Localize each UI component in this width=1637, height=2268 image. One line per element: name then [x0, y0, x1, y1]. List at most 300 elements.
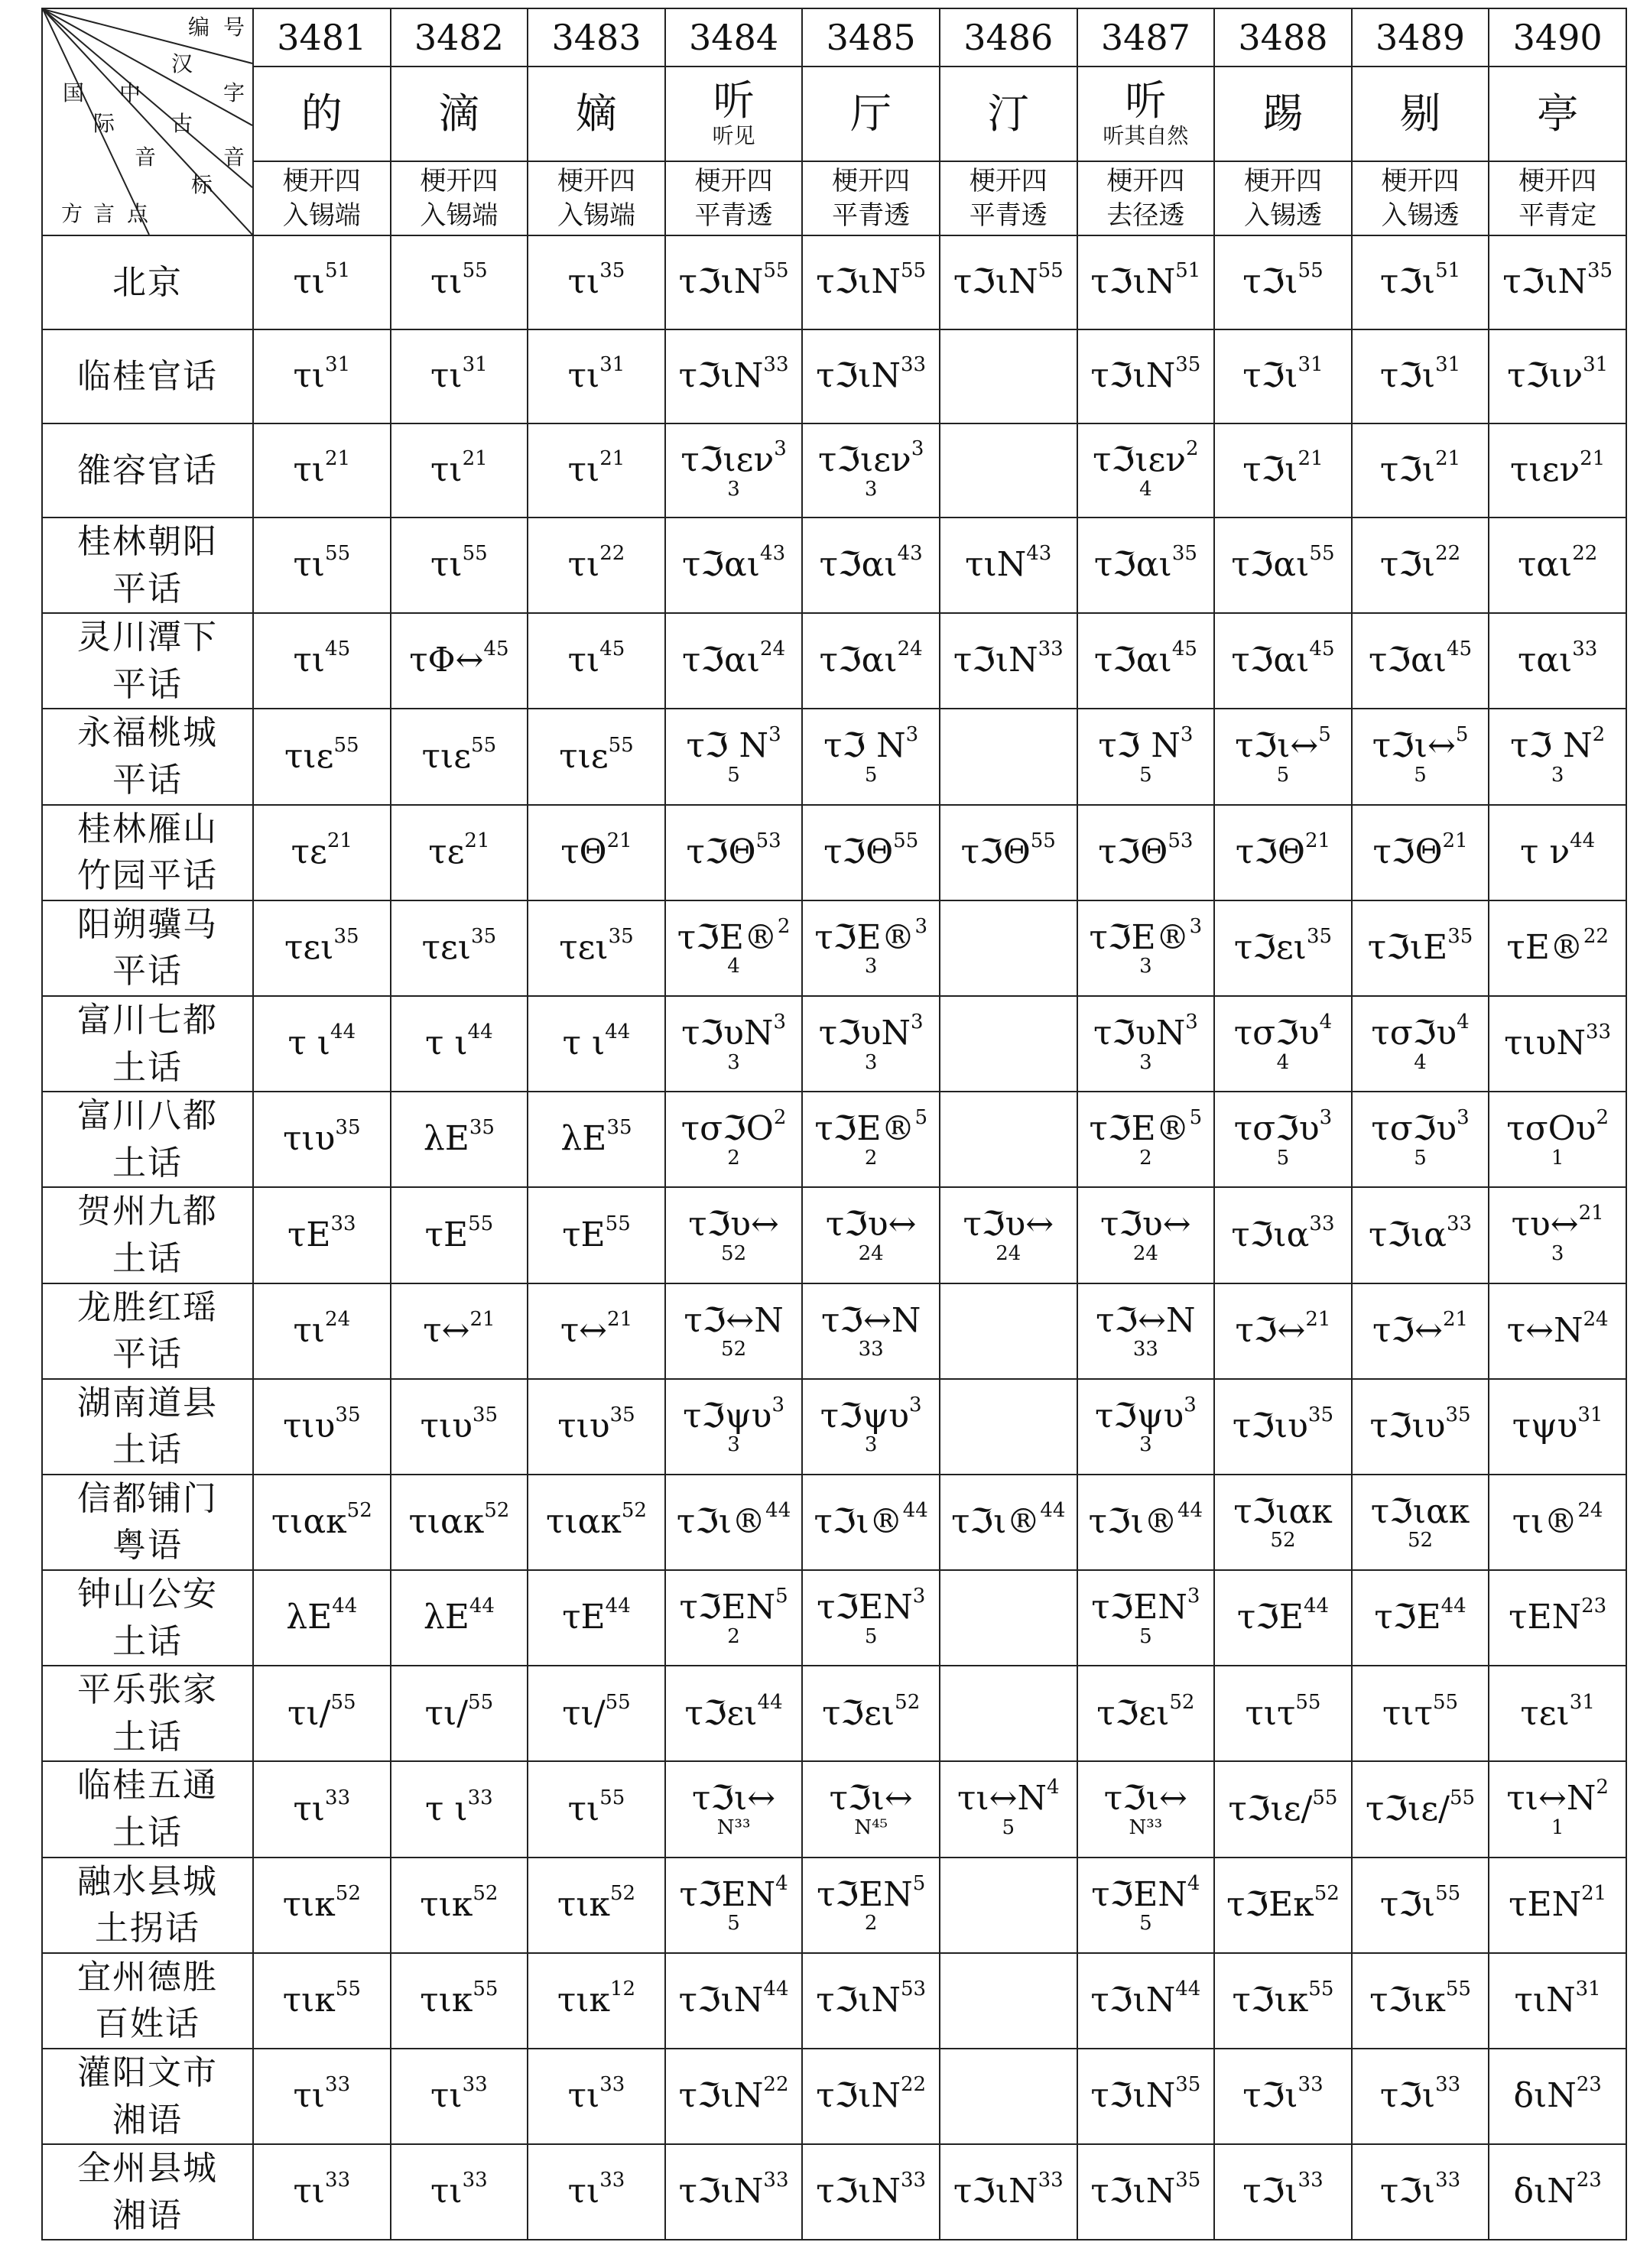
ipa-cell [1214, 1953, 1352, 2049]
ipa-text: τℑιΝ [1090, 262, 1176, 302]
ipa-text: τℑΕ [1374, 1598, 1441, 1637]
ipa-cell [391, 1379, 528, 1475]
tone-superscript: 33 [325, 2169, 351, 2192]
corner-label: 国 [63, 80, 85, 105]
dialect-location [42, 1953, 253, 2049]
ipa-text: τℑΕΝ [679, 1588, 776, 1627]
ipa-text: τℑυΝ [818, 1013, 911, 1053]
tone-superscript: 21 [469, 1307, 495, 1331]
location-line: 雒容官话 [77, 450, 218, 490]
ipa-cell [665, 2144, 803, 2240]
ipa-text: τικ [557, 1981, 610, 2020]
ipa-text: τℑαι [682, 641, 761, 680]
ipa-cell [802, 1858, 940, 1953]
tone-superscript: 21 [1305, 1307, 1331, 1331]
tone-superscript: 3 [1457, 1106, 1470, 1130]
ipa-text: τℑιΝ [953, 641, 1038, 680]
ipa-text: τℑι [1379, 2076, 1436, 2116]
ipa-cell [940, 1283, 1077, 1379]
ipa-cell [665, 1283, 803, 1379]
ipa-cell [391, 1761, 528, 1857]
ipa-cell [1077, 2144, 1215, 2240]
ipa-cell [391, 996, 528, 1092]
dialect-location [42, 996, 253, 1092]
ipa-cell [665, 2049, 803, 2144]
ipa-text: τιτ [1245, 1693, 1296, 1733]
ipa-cell [1214, 709, 1352, 804]
char-cell [391, 67, 528, 161]
char-cell [1077, 67, 1215, 161]
ipa-text: τℑιΝ [953, 262, 1038, 302]
tone-superscript: 55 [605, 1690, 631, 1714]
middle-chinese-line: 梗开四 [1106, 166, 1185, 197]
tone-subline: 5 [1139, 1624, 1152, 1648]
ipa-cell [940, 1953, 1077, 2049]
ipa-text: τℑ↔Ν [820, 1300, 921, 1340]
ipa-text: τι [567, 545, 600, 585]
header-char-row [42, 67, 1626, 161]
dialect-location [42, 613, 253, 709]
tone-superscript: 33 [1435, 2169, 1461, 2192]
tone-superscript: 4 [1187, 1871, 1200, 1895]
ipa-cell [1489, 2144, 1626, 2240]
ipa-text: τℑΕΝ [679, 1874, 776, 1914]
header-number-row [42, 8, 1626, 67]
tone-superscript: 55 [330, 1690, 356, 1714]
ipa-text: τℑαι [819, 545, 898, 585]
ipa-text: τℑι↔ [1103, 1779, 1187, 1819]
ipa-cell [528, 235, 665, 329]
ipa-text: τℑιΝ [678, 2076, 764, 2116]
ipa-cell [1214, 329, 1352, 423]
ipa-cell [1077, 1092, 1215, 1187]
dialect-location [42, 1666, 253, 1761]
ipa-cell [1489, 423, 1626, 518]
ipa-cell [391, 1283, 528, 1379]
table-row [42, 1666, 1626, 1761]
ipa-cell [665, 1666, 803, 1761]
ipa-cell [1352, 2049, 1489, 2144]
ipa-text: τℑιΝ [678, 262, 764, 302]
ipa-text: τι [567, 641, 600, 680]
corner-header [42, 8, 253, 235]
ipa-text: τι [293, 641, 326, 680]
tone-subline: 4 [1276, 1050, 1290, 1074]
dialect-location [42, 235, 253, 329]
ipa-cell [253, 2049, 391, 2144]
tone-superscript: 31 [1575, 1978, 1601, 2001]
ipa-cell [391, 1858, 528, 1953]
ipa-text: τι [293, 545, 326, 585]
tone-superscript: 33 [1038, 2169, 1064, 2192]
tone-superscript: 35 [608, 925, 634, 949]
ipa-text: τι [293, 450, 326, 490]
ipa-text: τℑυ↔ [688, 1205, 779, 1244]
ipa-text: τι↔Ν [1506, 1779, 1596, 1819]
location-line: 湘语 [112, 2195, 183, 2235]
ipa-cell [1214, 1092, 1352, 1187]
ipa-cell [253, 1570, 391, 1666]
tone-superscript: 22 [1583, 925, 1609, 949]
tone-superscript: 33 [901, 2169, 927, 2192]
ipa-text: τℑιΝ [816, 262, 901, 302]
ipa-text: τℑ Ν [1098, 726, 1181, 766]
ipa-cell [1077, 1379, 1215, 1475]
location-line: 全州县城 [77, 2149, 218, 2189]
ipa-cell [1489, 235, 1626, 329]
tone-subline: 3 [1551, 763, 1564, 787]
ipa-text: τι [293, 2172, 326, 2211]
ipa-cell [1077, 613, 1215, 709]
corner-label: 言 [93, 201, 115, 226]
ipa-text: τι [293, 1789, 326, 1828]
location-line: 龙胜红瑶 [77, 1287, 218, 1327]
ipa-text: τι [567, 2076, 600, 2116]
tone-superscript: 22 [1572, 542, 1598, 566]
ipa-cell [940, 996, 1077, 1092]
ipa-cell [1214, 235, 1352, 329]
ipa-text: τιΝ [1514, 1981, 1576, 2020]
ipa-text: τℑΕΝ [1091, 1874, 1187, 1914]
ipa-cell [802, 805, 940, 900]
ipa-cell [940, 1379, 1077, 1475]
ipa-text: τℑυΝ [1093, 1013, 1186, 1053]
ipa-cell [253, 613, 391, 709]
ipa-text: τℑι® [1088, 1502, 1177, 1542]
ipa-text: τℑΕκ [1226, 1884, 1314, 1924]
tone-superscript: 22 [763, 2073, 789, 2097]
dialect-location [42, 1092, 253, 1187]
ipa-cell [253, 423, 391, 518]
location-line: 富川七都 [77, 1000, 218, 1040]
location-line: 阳朔骥马 [77, 904, 218, 944]
ipa-cell [1352, 1475, 1489, 1570]
ipa-cell [940, 329, 1077, 423]
tone-superscript: 44 [605, 1595, 631, 1618]
ipa-text: λΕ [286, 1598, 333, 1637]
ipa-cell [391, 329, 528, 423]
chinese-character: 听 [1125, 76, 1167, 125]
ipa-cell [391, 805, 528, 900]
ipa-cell [802, 996, 940, 1092]
ipa-text: τℑΘ [960, 832, 1031, 871]
tone-subline: 52 [721, 1241, 747, 1265]
tone-superscript: 31 [599, 353, 625, 377]
ipa-cell [1489, 329, 1626, 423]
tone-subline: 5 [727, 1912, 740, 1935]
ipa-cell [665, 613, 803, 709]
tone-superscript: 45 [599, 638, 625, 661]
middle-chinese-cell [802, 161, 940, 235]
char-number: 3490 [1489, 8, 1626, 67]
ipa-cell [1352, 1761, 1489, 1857]
tone-superscript: 2 [1596, 1776, 1609, 1799]
ipa-text: τικ [420, 1884, 473, 1924]
tone-subline: 52 [721, 1338, 747, 1361]
ipa-cell [802, 1283, 940, 1379]
ipa-cell [802, 900, 940, 996]
ipa-text: τι [567, 356, 600, 396]
ipa-text: τℑαι [1231, 545, 1310, 585]
ipa-cell [528, 1570, 665, 1666]
ipa-cell [940, 1858, 1077, 1953]
ipa-text: τσℑΟ [680, 1109, 774, 1149]
dialect-location [42, 2049, 253, 2144]
ipa-text: τℑυ↔ [963, 1205, 1054, 1244]
ipa-cell [528, 329, 665, 423]
location-line: 平话 [112, 664, 183, 704]
ipa-text: τε [291, 832, 327, 871]
corner-label: 古 [171, 111, 193, 136]
ipa-text: τι [567, 450, 600, 490]
tone-superscript: 44 [1440, 1595, 1466, 1618]
table-row [42, 1761, 1626, 1857]
char-cell [528, 67, 665, 161]
table-row [42, 613, 1626, 709]
ipa-text: τι [293, 356, 326, 396]
ipa-cell [1214, 1475, 1352, 1570]
tone-superscript: 31 [1583, 353, 1609, 377]
tone-superscript: 3 [905, 723, 919, 747]
ipa-cell [253, 709, 391, 804]
ipa-text: τℑι↔ [1235, 726, 1319, 766]
tone-superscript: 55 [608, 733, 634, 757]
ipa-cell [665, 709, 803, 804]
tone-subline: 3 [1551, 1241, 1564, 1265]
ipa-cell [665, 518, 803, 613]
ipa-text: τ↔Ν [1506, 1310, 1583, 1350]
ipa-cell [802, 1953, 940, 2049]
char-number: 3486 [940, 8, 1077, 67]
ipa-cell [528, 423, 665, 518]
tone-superscript: 4 [1319, 1010, 1333, 1033]
ipa-cell [391, 235, 528, 329]
ipa-text: τΕ [562, 1215, 606, 1254]
ipa-text: τι [430, 356, 463, 396]
ipa-cell [940, 900, 1077, 996]
tone-superscript: 33 [1586, 1020, 1612, 1044]
tone-superscript: 35 [335, 1403, 361, 1426]
location-line: 桂林朝阳 [77, 522, 218, 561]
ipa-cell [940, 2049, 1077, 2144]
tone-superscript: 21 [599, 447, 625, 471]
dialect-table [41, 8, 1627, 2240]
ipa-text: τι↔Ν [957, 1779, 1047, 1819]
tone-superscript: 24 [325, 1307, 351, 1331]
ipa-text: τℑιΝ [816, 2172, 901, 2211]
middle-chinese-line: 去径透 [1106, 200, 1185, 231]
ipa-text: τℑι [1242, 2076, 1298, 2116]
tone-superscript: 3 [914, 914, 928, 938]
tone-superscript: 2 [1596, 1106, 1609, 1130]
tone-subline: 3 [1139, 1050, 1152, 1074]
location-line: 平话 [112, 1335, 183, 1374]
tone-subline: 3 [1139, 1433, 1152, 1457]
ipa-text: τιακ [271, 1502, 347, 1542]
tone-subline: 5 [1276, 763, 1290, 787]
ipa-cell [1214, 1666, 1352, 1761]
ipa-cell [1352, 235, 1489, 329]
tone-superscript: 3 [1185, 1010, 1198, 1033]
ipa-text: τℑι® [951, 1502, 1041, 1542]
middle-chinese-cell [528, 161, 665, 235]
ipa-cell [1077, 1953, 1215, 2049]
ipa-cell [391, 1187, 528, 1283]
ipa-cell [665, 996, 803, 1092]
tone-superscript: 52 [1169, 1690, 1195, 1714]
ipa-cell [253, 1475, 391, 1570]
ipa-text: τΕ [562, 1598, 606, 1637]
ipa-text: τℑι [1242, 450, 1298, 490]
tone-superscript: 33 [763, 2169, 789, 2192]
ipa-text: τ ι [425, 1789, 468, 1828]
tone-superscript: 55 [605, 1212, 631, 1235]
ipa-cell [665, 423, 803, 518]
tone-superscript: 33 [763, 353, 789, 377]
ipa-cell [528, 1953, 665, 2049]
ipa-text: τℑΘ [1235, 832, 1305, 871]
tone-superscript: 3 [771, 1393, 784, 1416]
ipa-cell [665, 1761, 803, 1857]
dialect-location [42, 1283, 253, 1379]
ipa-text: τℑιΝ [1090, 2076, 1176, 2116]
ipa-cell [1352, 900, 1489, 996]
char-number: 3482 [391, 8, 528, 67]
ipa-text: τℑαι [682, 545, 761, 585]
ipa-cell [940, 2144, 1077, 2240]
tone-superscript: 53 [901, 1978, 927, 2001]
tone-subline: 5 [727, 763, 740, 787]
ipa-cell [1214, 1187, 1352, 1283]
location-line: 土话 [112, 1143, 183, 1183]
dialect-location [42, 2144, 253, 2240]
ipa-cell [802, 1570, 940, 1666]
tone-superscript: 35 [1306, 925, 1333, 949]
ipa-text: τιτ [1382, 1693, 1433, 1733]
ipa-cell [1352, 996, 1489, 1092]
dialect-location [42, 1379, 253, 1475]
ipa-cell [940, 613, 1077, 709]
chinese-character: 听 [713, 76, 755, 125]
ipa-cell [528, 1379, 665, 1475]
ipa-text: τΕ [424, 1215, 469, 1254]
ipa-text: τσℑυ [1233, 1109, 1320, 1149]
location-line: 平话 [112, 760, 183, 800]
ipa-text: τℑαι [1369, 641, 1447, 680]
ipa-cell [1352, 1187, 1489, 1283]
ipa-text: τℑικ [1369, 1981, 1446, 2020]
ipa-text: τℑι↔ [829, 1779, 913, 1819]
ipa-text: τℑιε/ [1228, 1789, 1313, 1828]
ipa-text: τℑει [822, 1693, 895, 1733]
location-line: 永福桃城 [77, 713, 218, 753]
tone-superscript: 24 [1577, 1499, 1603, 1523]
ipa-cell [253, 1761, 391, 1857]
middle-chinese-line: 梗开四 [557, 166, 635, 197]
chinese-character: 汀 [987, 89, 1029, 138]
tone-superscript: 55 [333, 733, 359, 757]
ipa-text: τιε [421, 736, 472, 776]
ipa-text: τ↔ [423, 1310, 470, 1350]
tone-subline: 1 [1551, 1816, 1564, 1840]
location-line: 信都铺门 [77, 1478, 218, 1518]
middle-chinese-line: 梗开四 [1381, 166, 1460, 197]
ipa-text: τℑΘ [1372, 832, 1443, 871]
tone-subline: 4 [1139, 477, 1152, 501]
tone-superscript: 44 [330, 1020, 356, 1044]
tone-superscript: 52 [346, 1499, 372, 1523]
ipa-text: τι [567, 2172, 600, 2211]
tone-superscript: 45 [1447, 638, 1473, 661]
tone-superscript: 52 [484, 1499, 510, 1523]
ipa-cell [1214, 423, 1352, 518]
middle-chinese-line: 平青透 [969, 200, 1047, 231]
ipa-cell [1489, 518, 1626, 613]
ipa-cell [1352, 613, 1489, 709]
ipa-cell [391, 2144, 528, 2240]
ipa-text: τℑΕΝ [1091, 1588, 1187, 1627]
ipa-cell [665, 805, 803, 900]
tone-superscript: 5 [1318, 723, 1331, 747]
location-line: 临桂官话 [77, 356, 218, 396]
ipa-text: τℑψυ [820, 1396, 910, 1436]
tone-superscript: 3 [774, 436, 787, 460]
dialect-location [42, 1475, 253, 1570]
tone-subline: 3 [864, 955, 878, 978]
table-row [42, 1953, 1626, 2049]
ipa-cell [528, 1666, 665, 1761]
tone-superscript: 52 [473, 1881, 499, 1905]
tone-superscript: 55 [1309, 542, 1335, 566]
ipa-cell [1489, 1858, 1626, 1953]
tone-superscript: 44 [332, 1595, 358, 1618]
location-line: 平话 [112, 952, 183, 991]
ipa-cell [253, 1666, 391, 1761]
ipa-cell [253, 1283, 391, 1379]
tone-superscript: 44 [757, 1690, 783, 1714]
tone-superscript: 43 [760, 542, 786, 566]
tone-superscript: 3 [911, 436, 924, 460]
ipa-cell [391, 1953, 528, 2049]
ipa-cell [1214, 1379, 1352, 1475]
tone-superscript: 21 [1442, 829, 1468, 852]
ipa-text: τικ [282, 1981, 336, 2020]
ipa-text: τℑει [684, 1693, 758, 1733]
char-cell [1352, 67, 1489, 161]
ipa-text: τει [421, 928, 472, 968]
chinese-character: 亭 [1537, 89, 1579, 138]
tone-superscript: 44 [467, 1020, 493, 1044]
ipa-text: τει [1520, 1693, 1570, 1733]
ipa-text: τℑιΝ [816, 1981, 901, 2020]
ipa-cell [1489, 805, 1626, 900]
tone-superscript: 55 [599, 1786, 625, 1809]
ipa-cell [665, 1953, 803, 2049]
ipa-text: τ ι [425, 1024, 468, 1063]
ipa-text: τιυ [557, 1406, 610, 1445]
tone-subline: Ν⁴⁵ [854, 1816, 888, 1840]
ipa-cell [391, 1475, 528, 1570]
ipa-text: τΕΝ [1509, 1884, 1582, 1924]
ipa-text: τι/ [287, 1693, 331, 1733]
dialect-location [42, 329, 253, 423]
ipa-cell [391, 900, 528, 996]
tone-superscript: 55 [471, 733, 497, 757]
chinese-character: 厅 [850, 89, 892, 138]
ipa-cell [1352, 1092, 1489, 1187]
ipa-cell [253, 1187, 391, 1283]
ipa-cell [1077, 709, 1215, 804]
